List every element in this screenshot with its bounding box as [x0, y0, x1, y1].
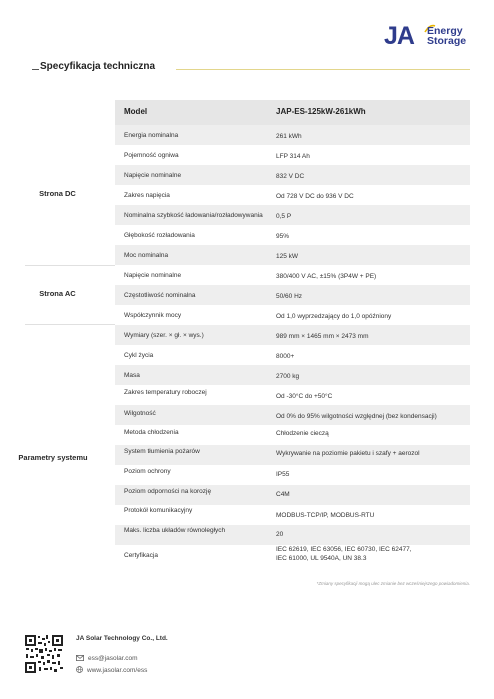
row-param: Cykl życia — [124, 352, 154, 359]
row-value: 20 — [276, 531, 284, 538]
row-param: Poziom odporności na korozję — [124, 488, 212, 495]
title-accent-line — [32, 69, 39, 70]
row-param: Częstotliwość nominalna — [124, 292, 196, 299]
globe-icon — [76, 666, 83, 673]
table-row — [115, 385, 470, 405]
row-value: 380/400 V AC, ±15% (3P4W + PE) — [276, 273, 377, 280]
row-param: Napięcie nominalne — [124, 272, 182, 279]
row-param: Współczynnik mocy — [124, 312, 182, 319]
contact-email[interactable] — [76, 655, 138, 662]
row-value: 2700 kg — [276, 373, 300, 380]
row-value: 50/60 Hz — [276, 293, 303, 300]
row-param: Poziom ochrony — [124, 468, 171, 475]
table-row — [115, 165, 470, 185]
page-title: Specyfikacja techniczna — [40, 61, 156, 72]
row-value: 125 kW — [276, 253, 299, 260]
table-row — [115, 285, 470, 305]
row-value: MODBUS-TCP/IP, MODBUS-RTU — [276, 512, 375, 519]
row-value: Od 728 V DC do 936 V DC — [276, 193, 354, 200]
table-row — [115, 265, 470, 285]
row-param: Energia nominalna — [124, 132, 179, 139]
row-param: Moc nominalna — [124, 252, 169, 259]
row-param: Maks. liczba układów równoległych — [124, 527, 226, 534]
row-value: 989 mm × 1465 mm × 2473 mm — [276, 333, 369, 340]
row-value: IEC 62619, IEC 63056, IEC 60730, IEC 62477, — [276, 546, 412, 553]
row-value: Od 0% do 95% wilgotności względnej (bez kondensacji) — [276, 413, 437, 420]
group-label-dc: Strona DC — [39, 189, 76, 198]
group-divider — [25, 265, 115, 266]
mail-icon — [76, 655, 84, 661]
header-param: Model — [124, 107, 148, 116]
table-row — [115, 365, 470, 385]
table-row — [115, 145, 470, 165]
brand-logo — [384, 22, 474, 52]
table-header — [115, 100, 470, 125]
table-row — [115, 505, 470, 525]
row-param: Masa — [124, 372, 140, 379]
brand-line2: Storage — [427, 35, 467, 47]
table-row — [115, 205, 470, 225]
row-param: Nominalna szybkość ładowania/rozładowywania — [124, 212, 263, 219]
row-param: Głębokość rozładowania — [124, 232, 195, 239]
row-value: 95% — [276, 233, 290, 240]
table-row — [115, 325, 470, 345]
row-value: Chłodzenie cieczą — [276, 430, 329, 437]
row-value: 0,5 P — [276, 213, 292, 220]
row-param: Wymiary (szer. × gł. × wys.) — [124, 332, 204, 339]
table-row — [115, 305, 470, 325]
table-row — [115, 225, 470, 245]
row-value-continued: IEC 61000, UL 9540A, UN 38.3 — [276, 555, 367, 562]
qr-code-icon — [24, 634, 64, 674]
email-text[interactable]: ess@jasolar.com — [88, 655, 138, 662]
table-row — [115, 465, 470, 485]
group-label-ac: Strona AC — [39, 289, 76, 298]
group-label-system: Parametry systemu — [18, 453, 88, 462]
footnote: *Zmiany specyfikacji mogą ulec zmianie bez wcześniejszego powiadomienia. — [316, 581, 470, 586]
row-value: 832 V DC — [276, 173, 305, 180]
table-row — [115, 485, 470, 505]
row-value: C4M — [276, 491, 290, 498]
row-value: Od 1,0 wyprzedzający do 1,0 opóźniony — [276, 313, 392, 320]
row-param: Metoda chłodzenia — [124, 429, 179, 436]
brand-mark: JA — [384, 22, 414, 50]
row-param: Pojemność ogniwa — [124, 152, 179, 159]
title-divider — [176, 69, 470, 70]
row-param: Certyfikacja — [124, 552, 158, 559]
row-param: Napięcie nominalne — [124, 172, 182, 179]
website-text[interactable]: www.jasolar.com/ess — [87, 667, 148, 674]
row-param: Zakres temperatury roboczej — [124, 389, 207, 396]
row-param: Protokół komunikacyjny — [124, 507, 193, 514]
table-row — [115, 445, 470, 465]
table-row — [115, 125, 470, 145]
table-row — [115, 405, 470, 425]
table-row — [115, 185, 470, 205]
row-value: LFP 314 Ah — [276, 153, 310, 160]
row-value: IP55 — [276, 471, 290, 478]
row-param: System tłumienia pożarów — [124, 448, 200, 455]
row-value: 261 kWh — [276, 133, 302, 140]
brand-line1: Energy — [427, 25, 463, 37]
row-value: 8000+ — [276, 353, 295, 360]
row-param: Wilgotność — [124, 410, 156, 417]
row-value: Od -30°C do +50°C — [276, 393, 333, 400]
contact-website[interactable] — [76, 666, 147, 674]
table-row — [115, 245, 470, 265]
row-value: Wykrywanie na poziomie pakietu i szafy + aerozol — [276, 450, 420, 457]
header-value: JAP-ES-125kW-261kWh — [276, 107, 366, 116]
table-row — [115, 540, 470, 573]
row-param: Zakres napięcia — [124, 192, 170, 199]
group-divider — [25, 324, 115, 325]
company-name: JA Solar Technology Co., Ltd. — [76, 635, 168, 642]
table-row — [115, 425, 470, 445]
table-row — [115, 345, 470, 365]
